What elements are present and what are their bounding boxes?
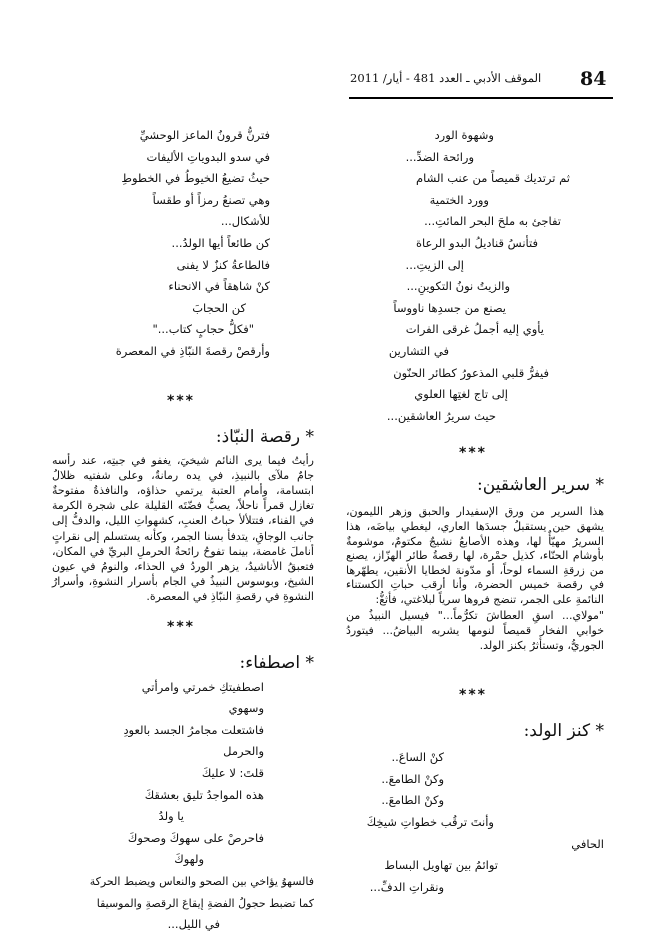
poem-line: يأوي إليه أجملُ غرقى الفرات (405, 322, 544, 337)
poem-line: فترنُّ قرونُ الماعز الوحشيِّ (139, 128, 270, 142)
prose-paragraph: هذا السرير من ورق الإسفيدار والحبق وزهر الليمون، يشهق حين يستقبلُ جسدَها العاري، ليغطي بياضَه، هذا السريرُ مهيّأٌ لها، وهذه الأصابعُ نشيجٌ مكتومٌ، موشومةٌ بأوشام الحنّاء، كذيل حمْرة، لها رقصةُ طائر الهزّاز، يصنع من زرقةِ السماء لوحاً، أو مدّونة لخطايا الأنقين، يطهّرها في رقصة خميس الحضرة، وأنا أرقب حباتِ الكستناء النائمةِ على الجمر، تنضج فروها سرياً لبلاغتي، فأثغُّ: (346, 505, 604, 606)
quote-paragraph: "مولاي... اسقِ العطاشَ تكرُّماً..." فيسيل النبيذُ من خوابي الفخار قميصاً لنومها يشربه البياضُ... فيتوردُ الجوريُّ، وتستأثرُ بكنز الولد. (346, 609, 604, 652)
poem-line: ثم ترتديك قميصاً من عنب الشام (415, 171, 570, 186)
poem-line: في سدو البدوياتِ الأليفات (146, 149, 270, 164)
poem-line: ونقراتِ الدفِّ... (369, 879, 444, 894)
right-column (342, 125, 604, 898)
section-divider: *** (459, 445, 487, 462)
poem-line: الحافي (571, 836, 604, 851)
poem-line: إلى الزيتِ... (405, 257, 464, 272)
poem-line: فالسهوُ يؤاخي بين الصحو والنعاس ويضبط الحركة (89, 874, 314, 888)
poem-line: وأنتَ ترقُب خطواتِ شيخِكَ (366, 815, 494, 830)
poem-line: حيث سريرُ العاشقين... (386, 408, 496, 423)
poem-line: يا ولدُ (158, 809, 184, 824)
poem-line: في الليل... (167, 917, 220, 932)
left-column (48, 125, 314, 936)
section-title: * سرير العاشقين: (477, 475, 604, 496)
poem-line: والزيتُ نونُ التكوينِ... (406, 279, 510, 294)
section-title: * كنز الولد: (523, 721, 604, 742)
poem-block (342, 747, 604, 898)
poem-line: وكنْ الطامعَ.. (381, 793, 444, 808)
poem-line: توائمُ بين تهاويل البساط (384, 858, 498, 873)
section-title: * رقصة النبّاذ: (215, 426, 314, 447)
poem-line: وكنْ الطامعَ.. (381, 771, 444, 786)
poem-line: فتأنسُ قناديلُ البدو الرعاة (416, 235, 538, 250)
poem-line: اصطفيتكِ خمرتي وامرأتي (141, 679, 264, 694)
poem-line: وورد الختمية (429, 192, 489, 207)
section-divider: *** (167, 618, 195, 635)
poem-line: فاشتعلت مجامرُ الجسد بالعودِ (123, 722, 264, 737)
poem-line: في التشارين (388, 343, 449, 358)
poem-line: فاحرصْ على سهوكَ وصحوكَ (127, 830, 264, 845)
page-number: 84 (580, 68, 607, 90)
section-divider: *** (167, 392, 195, 409)
poem-block (48, 125, 314, 363)
poem-line: وسهوي (228, 701, 264, 716)
poem-line: كنْ شاهقاً في الانحناء (168, 279, 270, 294)
poem-line: "فكلُّ حجابٍ كتاب..." (152, 322, 254, 337)
header-rule (349, 97, 613, 99)
poem-line: ورائحة الضدِّ... (405, 149, 474, 164)
poem-line: يصنع من جسدِها ناووساً (393, 300, 506, 315)
poem-line: قلتَ: لا عليكَ (201, 765, 264, 780)
poem-line: كما تضبط حجولُ الفضةِ إيقاعَ الرقصةِ والموسيقا (96, 896, 314, 910)
section-title: * اصطفاء: (239, 652, 314, 673)
poem-line: للأشكال... (220, 214, 270, 229)
poem-line: كن طائعاً أيها الولدُ... (171, 235, 270, 250)
poem-line: هذه المواجدُ تليق بعشقكَ (144, 787, 264, 802)
poem-line: حيثُ تضيعُ الخيوطُ في الخطوطِ (121, 171, 270, 186)
poem-line: فالطاعةُ كنزٌ لا يفنى (176, 257, 270, 272)
poem-line: وشهوة الورد (434, 128, 494, 142)
poem-line: والحرمل (223, 744, 264, 759)
poem-line: فيفرُّ قلبي المذعورُ كطائر الحنّون (393, 365, 549, 380)
section-divider: *** (459, 687, 487, 704)
poem-line: وهي تصنعُ رمزاً أو طقساً (152, 192, 270, 207)
prose-paragraph: رأيتُ فيما يرى النائم شيخيَ، يغفو في جبتِه، عند رأسه جامٌ ملآى بالنبيذِ، في يده رمانةٌ، وعلى شفتيه ظلالُ ابتسامة، وأمام العتبة يرتمي حذاؤه، والنافذةُ مفتوحةٌ تغازل قمراً ناحلاً، يصبُّ فضّتَه القليلة على شجرة الكرمة في الفناء، فتتلألأ حباتُ العنبِ، كشهواتِ الليل، والدفُّ إلى جانب الوجاقِ، يتدفأ بسنا الجمر، وكأنه يستسلم إلى نقراتٍ أناملَ غامضة، بينما تفوحُ رائحةُ الحرملِ البريِّ في المكان، فتعبقُ الأناشيدُ، يزهر الوردُ في الحذاء، والنومُ في عيون الشيخ، وبوسوس النبيذُ في الجام بأسرار النشوةِ، وأسرارُ النشوةِ في رقصةِ النبّاذِ في المعصرة. (52, 453, 314, 604)
poem-block (48, 677, 314, 936)
poem-line: وأرقصْ رقصةَ النبّاذِ في المعصرة (115, 343, 270, 358)
poem-line: تفاجئ به ملحَ البحر المائتِ... (424, 214, 561, 229)
poem-line: ولهوكَ (174, 852, 204, 867)
poem-line: كنْ الساعَ.. (391, 750, 444, 765)
running-head: الموقف الأدبي ـ العدد 481 - أيار/ 2011 (350, 71, 542, 85)
poem-line: كن الحجابَ (192, 300, 246, 315)
poem-block (342, 125, 604, 427)
poem-line: إلى تاج لغتِها العلوي (414, 387, 508, 402)
